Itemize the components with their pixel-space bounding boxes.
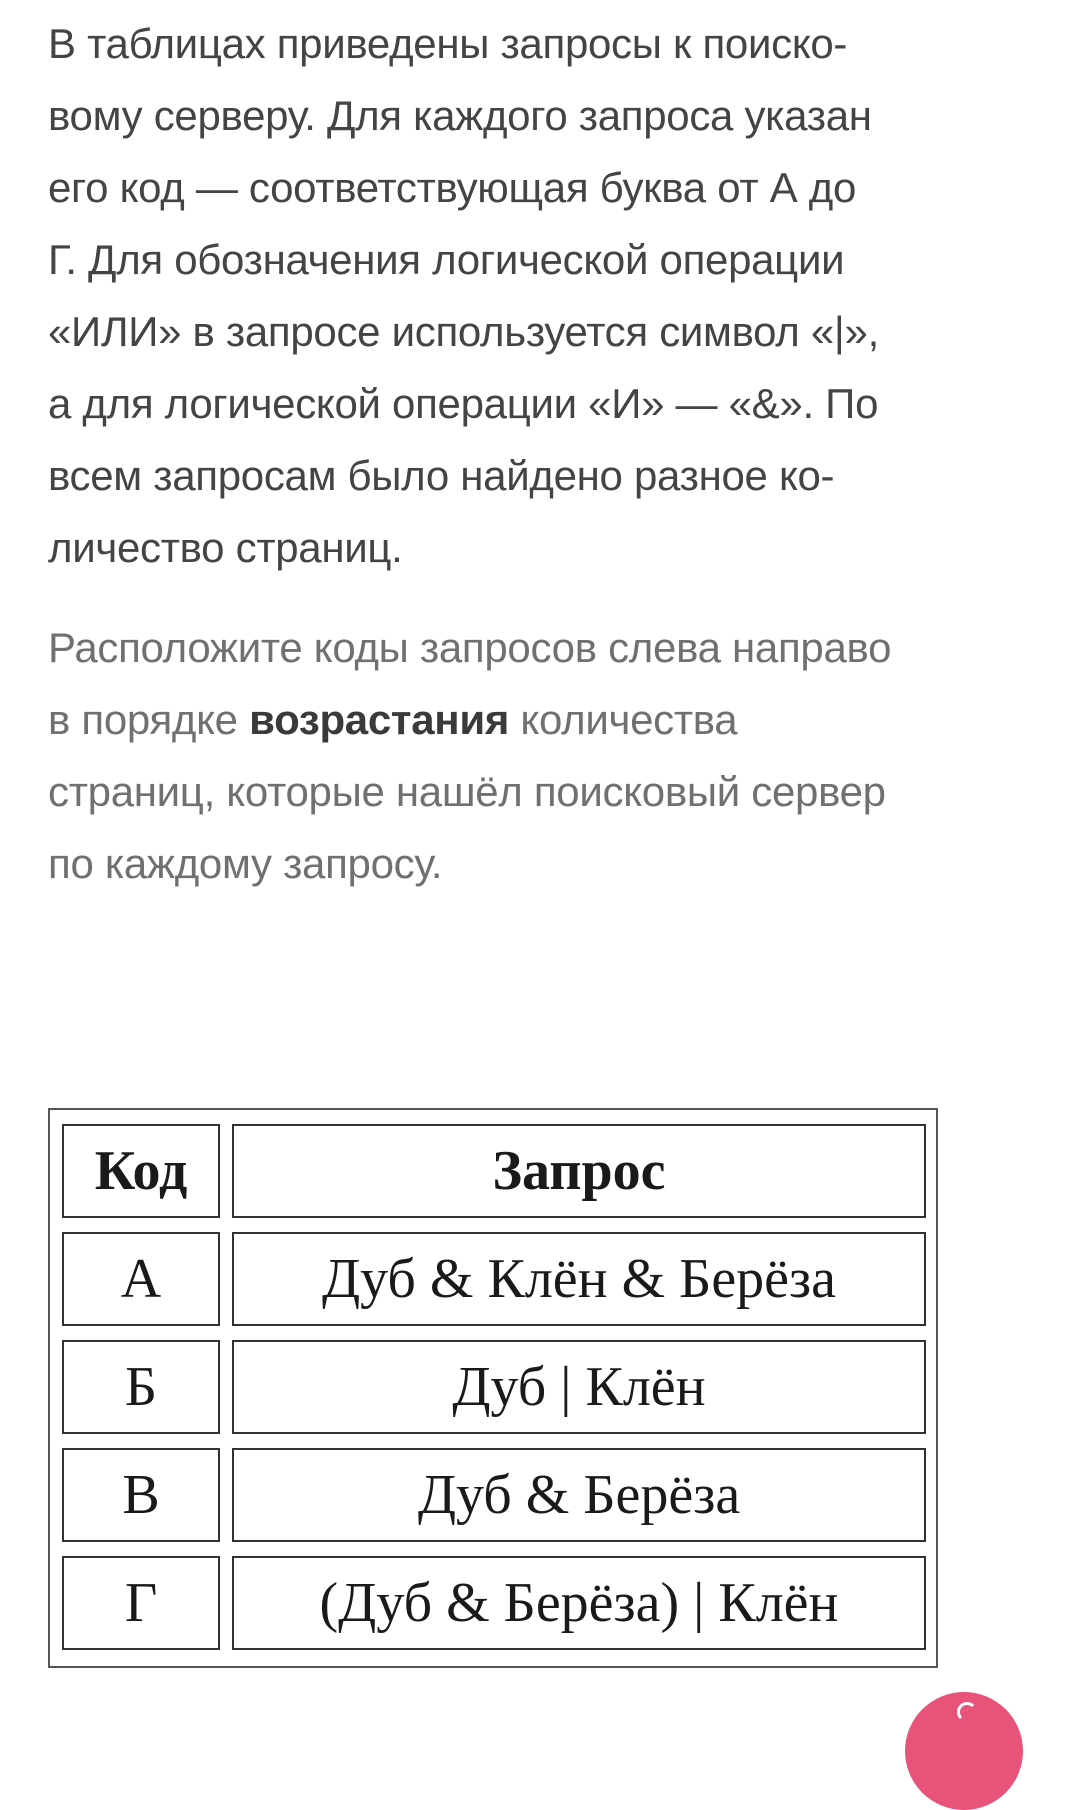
task-description <box>48 8 1048 584</box>
header-query: Запрос <box>232 1124 926 1218</box>
description-line: Г. Для обозначения логической операции <box>48 236 845 283</box>
description-line: всем запросам было найдено разное ко- <box>48 452 835 499</box>
row-query-cell: Дуб & Клён & Берёза <box>232 1232 926 1326</box>
row-code-cell: Б <box>62 1340 220 1434</box>
emphasis-word: возрастания <box>249 696 510 743</box>
query-table <box>48 1108 938 1668</box>
description-line: личество страниц. <box>48 524 403 571</box>
row-query-cell: Дуб & Берёза <box>232 1448 926 1542</box>
row-query-cell: Дуб | Клён <box>232 1340 926 1434</box>
floating-action-button[interactable] <box>905 1692 1023 1810</box>
instruction-text: в порядке <box>48 696 250 743</box>
instruction-line: страниц, которые нашёл поисковый сервер <box>48 768 886 815</box>
instruction-text: количества <box>509 696 738 743</box>
header-code: Код <box>62 1124 220 1218</box>
row-code-cell: В <box>62 1448 220 1542</box>
description-line: «ИЛИ» в запросе используется символ «|», <box>48 308 879 355</box>
description-line: а для логической операции «И» — «&». По <box>48 380 879 427</box>
row-code-cell: Г <box>62 1556 220 1650</box>
row-code-cell: А <box>62 1232 220 1326</box>
instruction-line <box>48 684 1048 756</box>
description-line: его код — соответствующая буква от А до <box>48 164 856 211</box>
task-instruction <box>48 612 1048 900</box>
row-query-cell: (Дуб & Берёза) | Клён <box>232 1556 926 1650</box>
description-line: вому серверу. Для каждого запроса указан <box>48 92 872 139</box>
refresh-icon <box>957 1702 977 1722</box>
instruction-line: Расположите коды запросов слева направо <box>48 624 892 671</box>
instruction-line: по каждому запросу. <box>48 840 443 887</box>
description-line: В таблицах приведены запросы к поиско- <box>48 20 848 67</box>
